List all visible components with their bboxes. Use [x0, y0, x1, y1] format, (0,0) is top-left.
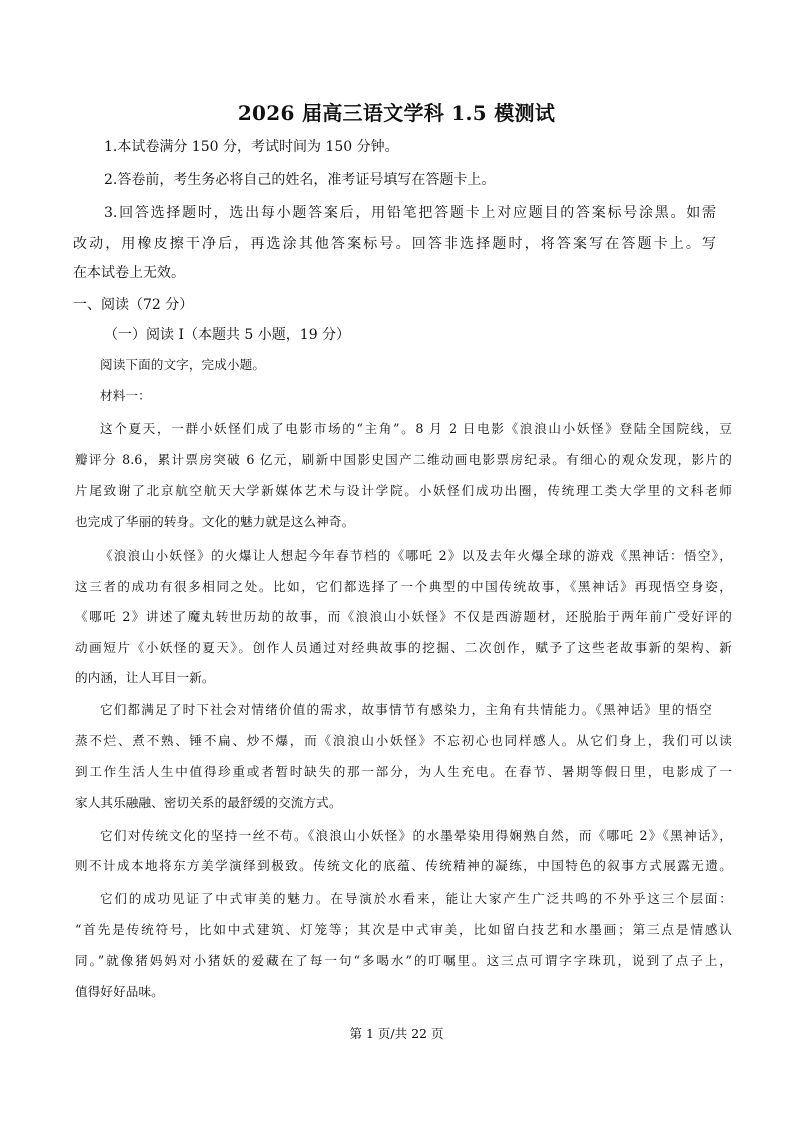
paragraph-1-line-1: 这个夏天，一群小妖怪们成了电影市场的“主角”。8 月 2 日电影《浪浪山小妖怪》登陆全国院线，豆	[100, 421, 732, 436]
instruction-3-line-2: 改动，用橡皮擦干净后，再选涂其他答案标号。回答非选择题时，将答案写在答题卡上。写	[73, 236, 716, 252]
paragraph-3-line-3: 到工作生活人生中值得珍重或者暂时缺失的那一部分，为人生充电。在春节、暑期等假日里，电影成了一	[75, 764, 732, 779]
paragraph-1-line-4: 也完成了华丽的转身。文化的魅力就是这么神奇。	[75, 514, 355, 529]
paragraph-1-line-3: 片尾致谢了北京航空航天大学新媒体艺术与设计学院。小妖怪们成功出圈，传统理工类大学里的文科老师	[75, 483, 732, 498]
paragraph-5-line-4: 值得好好品味。	[75, 984, 164, 999]
instruction-3-line-3: 在本试卷上无效。	[73, 265, 185, 281]
section-heading: 一、阅读（72 分）	[73, 297, 194, 313]
reading-prompt: 阅读下面的文字，完成小题。	[100, 357, 266, 372]
paragraph-2-line-2: 这三者的成功有很多相同之处。比如，它们都选择了一个典型的中国传统故事，《黑神话》再现悟空身姿，	[75, 579, 732, 594]
instruction-1: 1.本试卷满分 150 分，考试时间为 150 分钟。	[104, 139, 399, 155]
page-title: 2026 届高三语文学科 1.5 模测试	[237, 101, 556, 125]
paragraph-5-line-2: “首先是传统符号，比如中式建筑、灯笼等；其次是中式审美，比如留白技艺和水墨画；第三点是情感认	[75, 922, 732, 937]
instruction-3-line-1: 3.回答选择题时，选出每小题答案后，用铅笔把答题卡上对应题目的答案标号涂黑。如需	[104, 205, 716, 221]
paragraph-2-line-1: 《浪浪山小妖怪》的火爆让人想起今年春节档的《哪吒 2》以及去年火爆全球的游戏《黑神话：悟空》，	[100, 548, 732, 563]
sub-section-heading: （一）阅读 I（本题共 5 小题，19 分）	[104, 327, 351, 343]
paragraph-2-line-3: 《哪吒 2》讲述了魔丸转世历劫的故事，而《浪浪山小妖怪》不仅是西游题材，还脱胎于两年前广受好评的	[75, 609, 732, 624]
paragraph-3-line-1: 它们都满足了时下社会对情绪价值的需求，故事情节有感染力，主角有共情能力。《黑神话》里的悟空	[100, 702, 712, 717]
paragraph-4-line-1: 它们对传统文化的坚持一丝不苟。《浪浪山小妖怪》的水墨晕染用得娴熟自然，而《哪吒 2》《黑神话》，	[100, 828, 732, 843]
paragraph-5-line-1: 它们的成功见证了中式审美的魅力。在导演於水看来，能让大家产生广泛共鸣的不外乎这三个层面：	[100, 891, 732, 906]
paragraph-2-line-4: 动画短片《小妖怪的夏天》。创作人员通过对经典故事的挖掘、二次创作，赋予了这些老故事新的架构、新	[75, 640, 732, 655]
page-number: 第 1 页/共 22 页	[349, 1026, 444, 1041]
paragraph-4-line-2: 则不计成本地将东方美学演绎到极致。传统文化的底蕴、传统精神的凝练，中国特色的叙事方式展露无遗。	[75, 858, 732, 873]
paragraph-1-line-2: 瓣评分 8.6，累计票房突破 6 亿元，刷新中国影史国产二维动画电影票房纪录。有细心的观众发现，影片的	[75, 452, 732, 467]
paragraph-3-line-4: 家人其乐融融、密切关系的最舒缓的交流方式。	[75, 795, 342, 810]
paragraph-3-line-2: 蒸不烂、煮不熟、锤不扁、炒不爆，而《浪浪山小妖怪》不忘初心也同样感人。从它们身上，我们可以读	[75, 733, 732, 748]
paragraph-5-line-3: 同。”就像猪妈妈对小猪妖的爱藏在了每一句“多喝水”的叮嘱里。这三点可谓字字珠玑，说到了点子上，	[75, 953, 732, 968]
instruction-2: 2.答卷前，考生务必将自己的姓名，准考证号填写在答题卡上。	[104, 172, 496, 188]
material-label: 材料一：	[100, 388, 151, 403]
paragraph-2-line-5: 的内涵，让人耳目一新。	[75, 670, 215, 685]
